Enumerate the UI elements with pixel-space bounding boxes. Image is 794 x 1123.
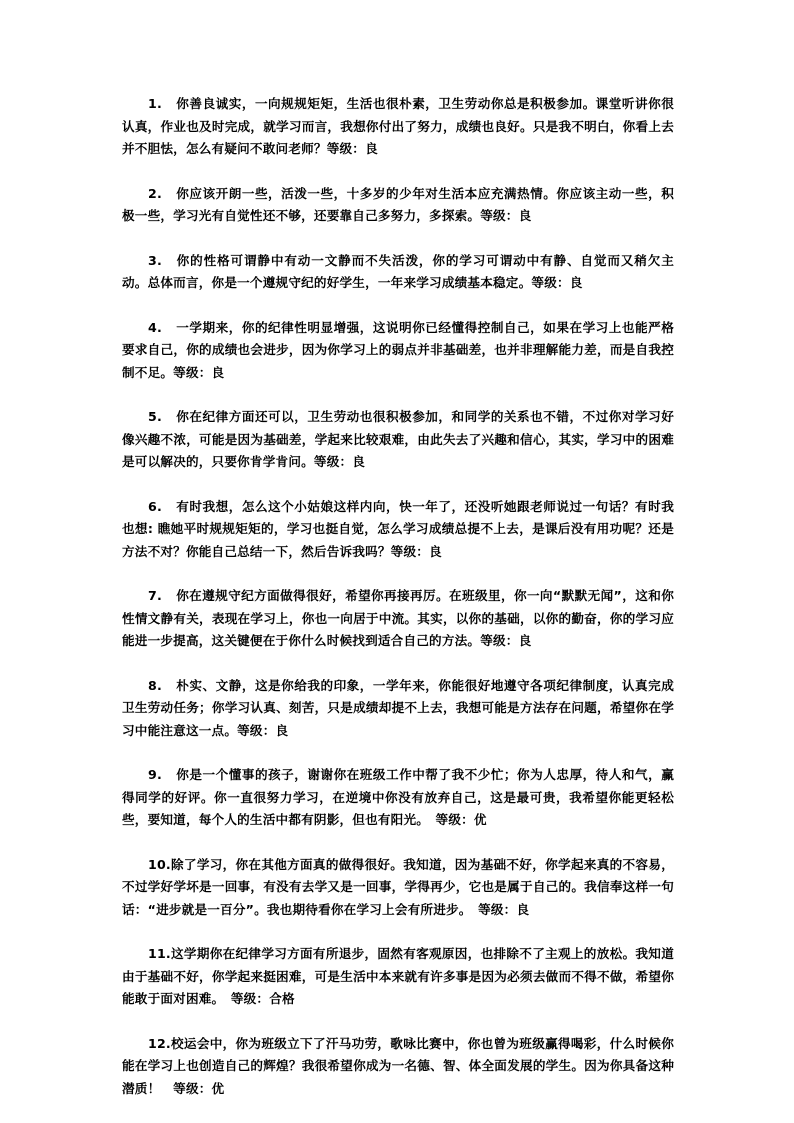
paragraph-text: 你在纪律方面还可以，卫生劳动也很积极参加，和同学的关系也不错，不过你对学习好像兴趣不浓，可能是因为基础差，学起来比较艰难，由此失去了兴趣和信心，其实，学习中的困难是可以解决的，只要你肯学肯问。等级：良 [122, 409, 674, 469]
paragraph-text: 你善良诚实，一向规规矩矩，生活也很朴素，卫生劳动你总是积极参加。课堂听讲你很认真，作业也及时完成，就学习而言，我想你付出了努力，成绩也良好。只是我不明白，你看上去并不胆怯，怎么有疑问不敢问老师？等级：良 [122, 96, 674, 156]
paragraph-text: 校运会中，你为班级立下了汗马功劳，歌咏比赛中，你也曾为班级赢得喝彩，什么时候你能在学习上也创造自己的辉煌？我很希望你成为一名德、智、体全面发展的学生。因为你具备这种潜质！ 等级：优 [122, 1035, 674, 1096]
paragraph-text: 除了学习，你在其他方面真的做得很好。我知道，因为基础不好，你学起来真的不容易，不过学好学坏是一回事，有没有去学又是一回事，学得再少，它也是属于自己的。我信奉这样一句话：“进步就是一百分”。我也期待看你在学习上会有所进步。 等级：良 [122, 856, 674, 917]
paragraph-4 [122, 317, 674, 385]
paragraph-text: 你是一个懂事的孩子，谢谢你在班级工作中帮了我不少忙；你为人忠厚，待人和气，赢得同学的好评。你一直很努力学习，在逆境中你没有放弃自己，这是最可贵，我希望你能更轻松些，要知道，每个人的生活中都有阴影，但也有阳光。 等级：优 [122, 767, 674, 827]
paragraph-7 [122, 585, 674, 653]
paragraph-number: 7. [148, 588, 162, 603]
paragraph-number: 8. [148, 677, 162, 693]
paragraph-1 [122, 93, 674, 161]
paragraph-number: 4. [148, 319, 162, 335]
paragraph-text: 有时我想，怎么这个小姑娘这样内向，快一年了，还没听她跟老师说过一句话？有时我也想: 瞧她平时规规矩矩的，学习也挺自觉，怎么学习成绩总提不上去，是课后没有用功呢？还是方法不对？你能自己总结一下，然后告诉我吗？等级：良 [122, 498, 674, 559]
document-body [122, 93, 674, 1122]
paragraph-6 [122, 496, 674, 564]
paragraph-8 [122, 675, 674, 743]
paragraph-number: 9. [148, 767, 162, 782]
paragraph-11 [122, 943, 674, 1011]
paragraph-text: 你在遵规守纪方面做得很好，希望你再接再厉。在班级里，你一向“默默无闻”，这和你性情文静有关，表现在学习上，你也一向居于中流。其实，以你的基础，以你的勤奋，你的学习应能进一步提高，这关键便在于你什么时候找到适合自己的方法。等级：良 [122, 588, 674, 648]
paragraph-9 [122, 764, 674, 832]
paragraph-2 [122, 183, 674, 228]
paragraph-text: 你应该开朗一些，活泼一些，十多岁的少年对生活本应充满热情。你应该主动一些，积极一些，学习光有自觉性还不够，还要靠自己多努力，多探索。等级：良 [122, 185, 674, 223]
paragraph-text: 一学期来，你的纪律性明显增强，这说明你已经懂得控制自己，如果在学习上也能严格要求自己，你的成绩也会进步，因为你学习上的弱点并非基础差，也并非理解能力差，而是自我控制不足。等级：良 [122, 319, 674, 380]
paragraph-number: 10. [148, 856, 171, 872]
paragraph-number: 6. [148, 498, 162, 514]
paragraph-number: 3. [148, 252, 162, 268]
paragraph-number: 5. [148, 409, 162, 424]
paragraph-text: 朴实、文静，这是你给我的印象，一学年来，你能很好地遵守各项纪律制度，认真完成卫生劳动任务；你学习认真、刻苦，只是成绩却提不上去，我想可能是方法存在问题，希望你在学习中能注意这一点。等级：良 [122, 677, 674, 738]
paragraph-text: 这学期你在纪律学习方面有所退步，固然有客观原因，也排除不了主观上的放松。我知道由于基础不好，你学起来挺困难，可是生活中本来就有许多事是因为必须去做而不得不做，希望你能敢于面对困难。 等级：合格 [122, 946, 674, 1006]
paragraph-number: 2. [148, 185, 162, 201]
paragraph-text: 你的性格可谓静中有动一文静而不失活泼，你的学习可谓动中有静、自觉而又稍欠主动。总体而言，你是一个遵规守纪的好学生，一年来学习成绩基本稳定。等级：良 [122, 252, 674, 290]
paragraph-number: 11. [148, 946, 171, 961]
paragraph-5 [122, 406, 674, 474]
paragraph-number: 1. [148, 96, 162, 111]
paragraph-number: 12. [148, 1035, 171, 1051]
paragraph-10 [122, 854, 674, 922]
paragraph-3 [122, 250, 674, 295]
paragraph-12 [122, 1033, 674, 1101]
